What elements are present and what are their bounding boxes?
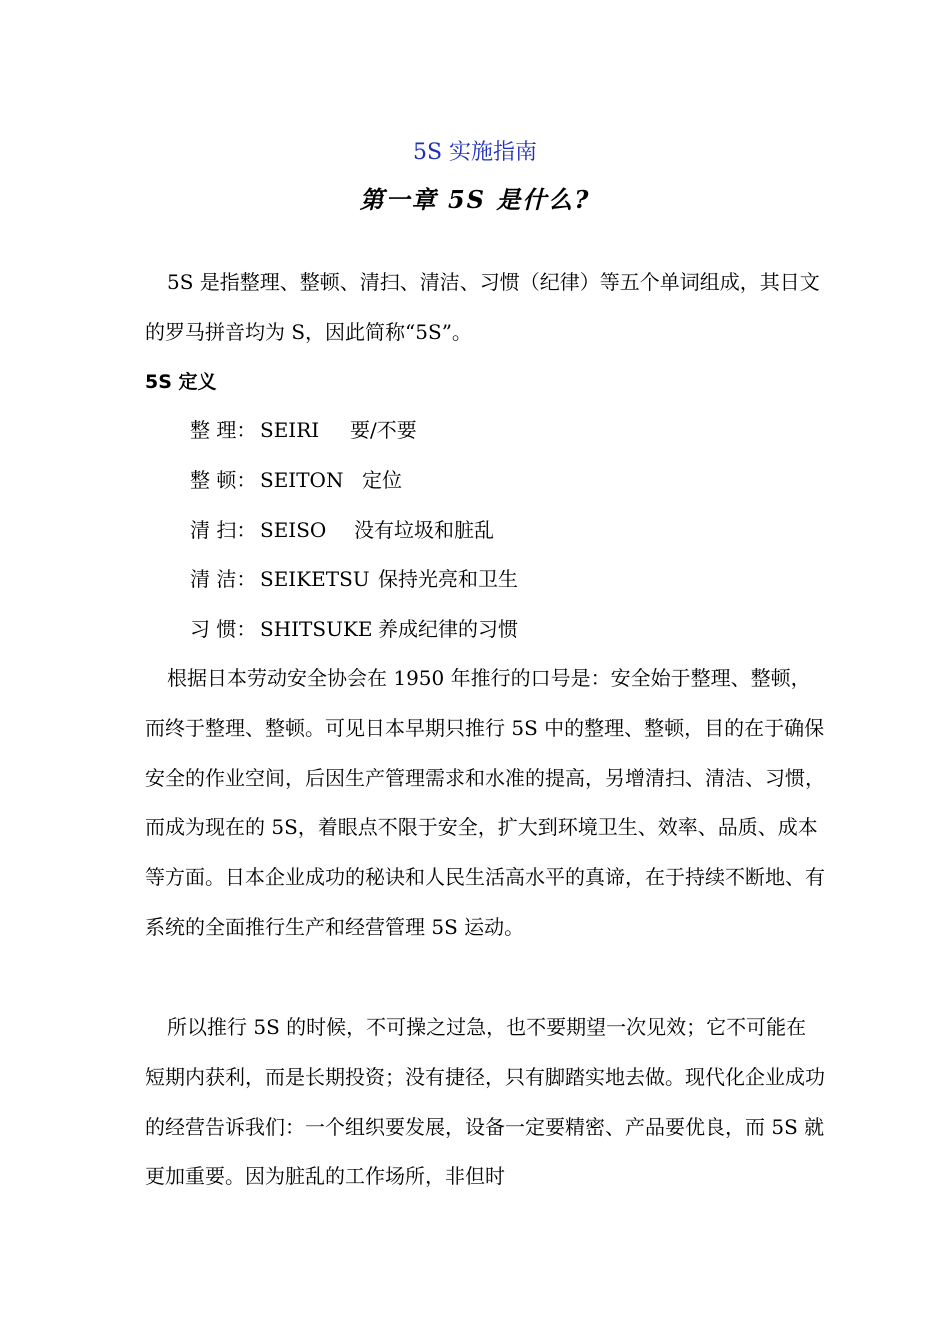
definition-item-seiri <box>190 406 518 456</box>
section-heading-5s-definition: 5S 定义 <box>145 371 217 393</box>
definition-term: 整 理： <box>190 418 257 442</box>
definition-term: 习 惯： <box>190 617 257 642</box>
definition-meaning: 要/不要 <box>350 418 417 442</box>
definition-roman: SHITSUKE <box>260 617 373 642</box>
chapter-title: 第一章 5S 是什么? <box>359 185 591 214</box>
definition-term: 清 洁： <box>190 567 257 592</box>
definition-term: 整 顿： <box>190 467 257 492</box>
definition-roman: SEITON <box>260 467 344 492</box>
definition-roman: SEISO <box>260 517 327 542</box>
intro-paragraph: 5S 是指整理、整顿、清扫、清洁、习惯（纪律）等五个单词组成，其日文的罗马拼音均为 S，因此简称“5S”。 <box>145 270 820 344</box>
document-title: 5S 实施指南 <box>412 140 538 165</box>
definition-item-seiketsu <box>190 555 518 605</box>
definition-meaning: 定位 <box>362 467 402 492</box>
definition-meaning: 没有垃圾和脏乱 <box>354 517 494 542</box>
definition-item-seiton <box>190 456 518 506</box>
definition-list <box>190 406 518 655</box>
definition-meaning: 保持光亮和卫生 <box>378 567 518 592</box>
definition-roman: SEIKETSU <box>260 567 370 592</box>
definition-item-seiso <box>190 506 518 556</box>
definition-term: 清 扫： <box>190 517 257 542</box>
definition-item-shitsuke <box>190 605 518 655</box>
definition-meaning: 养成纪律的习惯 <box>378 617 518 642</box>
history-paragraph: 根据日本劳动安全协会在 1950 年推行的口号是：安全始于整理、整顿，而终于整理、整顿。可见日本早期只推行 5S 中的整理、整顿，目的在于确保安全的作业空间，后因生产管理需求和水准的提高，另增清扫、清洁、习惯，而成为现在的 5S，着眼点不限于安全，扩大到环境卫生、效率、品质、成本等方面。日本企业成功的秘诀和人民生活高水平的真谛，在于持续不断地、有系统的全面推行生产和经营管理 5S 运动。 <box>145 666 825 939</box>
implementation-paragraph: 所以推行 5S 的时候，不可操之过急，也不要期望一次见效；它不可能在短期内获利，而是长期投资；没有捷径，只有脚踏实地去做。现代化企业成功的经营告诉我们：一个组织要发展，设备一定要精密、产品要优良，而 5S 就更加重要。因为脏乱的工作场所，非但时 <box>145 1015 825 1189</box>
definition-roman: SEIRI <box>260 418 320 442</box>
